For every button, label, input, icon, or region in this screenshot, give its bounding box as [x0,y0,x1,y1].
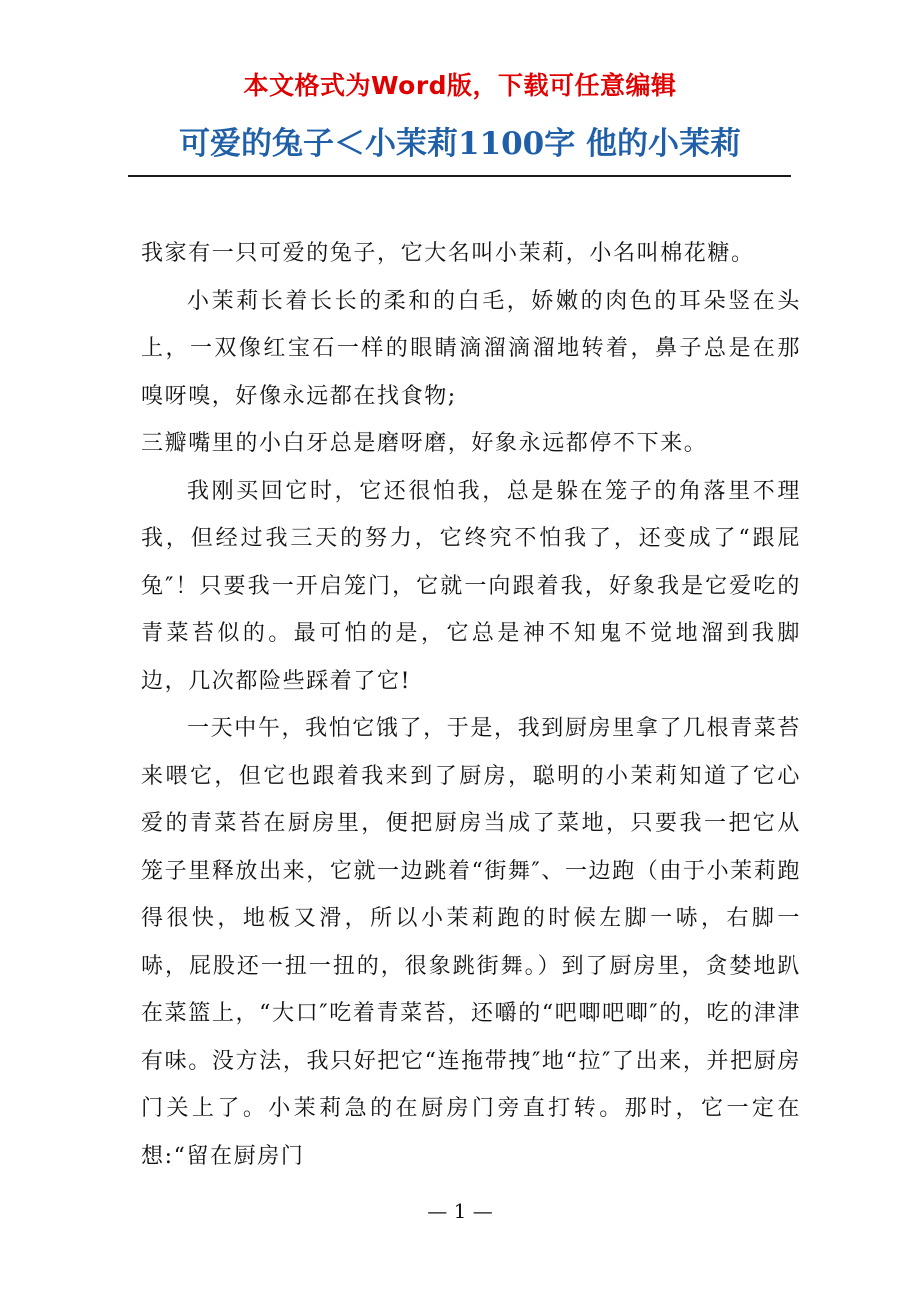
title-divider [128,175,791,177]
paragraph-teeth: 三瓣嘴里的小白牙总是磨呀磨，好象永远都停不下来。 [141,431,708,456]
paragraph-intro: 我家有一只可爱的兔子，它大名叫小茉莉，小名叫棉花糖。 [141,241,755,266]
paragraph-kitchen: 一天中午，我怕它饿了，于是，我到厨房里拿了几根青菜苔来喂它，但它也跟着我来到了厨房，聪明的小茉莉知道了它心爱的青菜苔在厨房里，便把厨房当成了菜地，只要我一把它从笼子里释放出来，它就一边跳着“街舞″、一边跑（由于小茉莉跑得很快，地板又滑，所以小茉莉跑的时候左脚一哧，右脚一哧，屁股还一扭一扭的，很象跳街舞。）到了厨房里，贪婪地趴在菜篮上，“大口″吃着青菜苔，还嚼的“吧唧吧唧″的，吃的津津有味。没方法，我只好把它“连拖带拽″地“拉″了出来，并把厨房门关上了。小茉莉急的在厨房门旁直打转。那时，它一定在想:“留在厨房门 [141,716,801,1169]
document-title: 可爱的兔子＜小茉莉1100字 他的小茉莉 [178,126,742,162]
page-number: — 1 — [427,1199,493,1223]
paragraph-follower: 我刚买回它时，它还很怕我，总是躲在笼子的角落里不理我，但经过我三天的努力，它终究不怕我了，还变成了“跟屁兔″！只要我一开启笼门，它就一向跟着我，好象我是它爱吃的青菜苔似的。最可怕的是，它总是神不知鬼不觉地溜到我脚边，几次都险些踩着了它! [141,478,801,694]
article-body [141,230,801,1180]
paragraph-appearance: 小茉莉长着长长的柔和的白毛，娇嫩的肉色的耳朵竖在头上，一双像红宝石一样的眼睛滴溜滴溜地转着，鼻子总是在那嗅呀嗅，好像永远都在找食物; [141,288,801,409]
format-notice: 本文格式为Word版，下载可任意编辑 [243,71,677,100]
